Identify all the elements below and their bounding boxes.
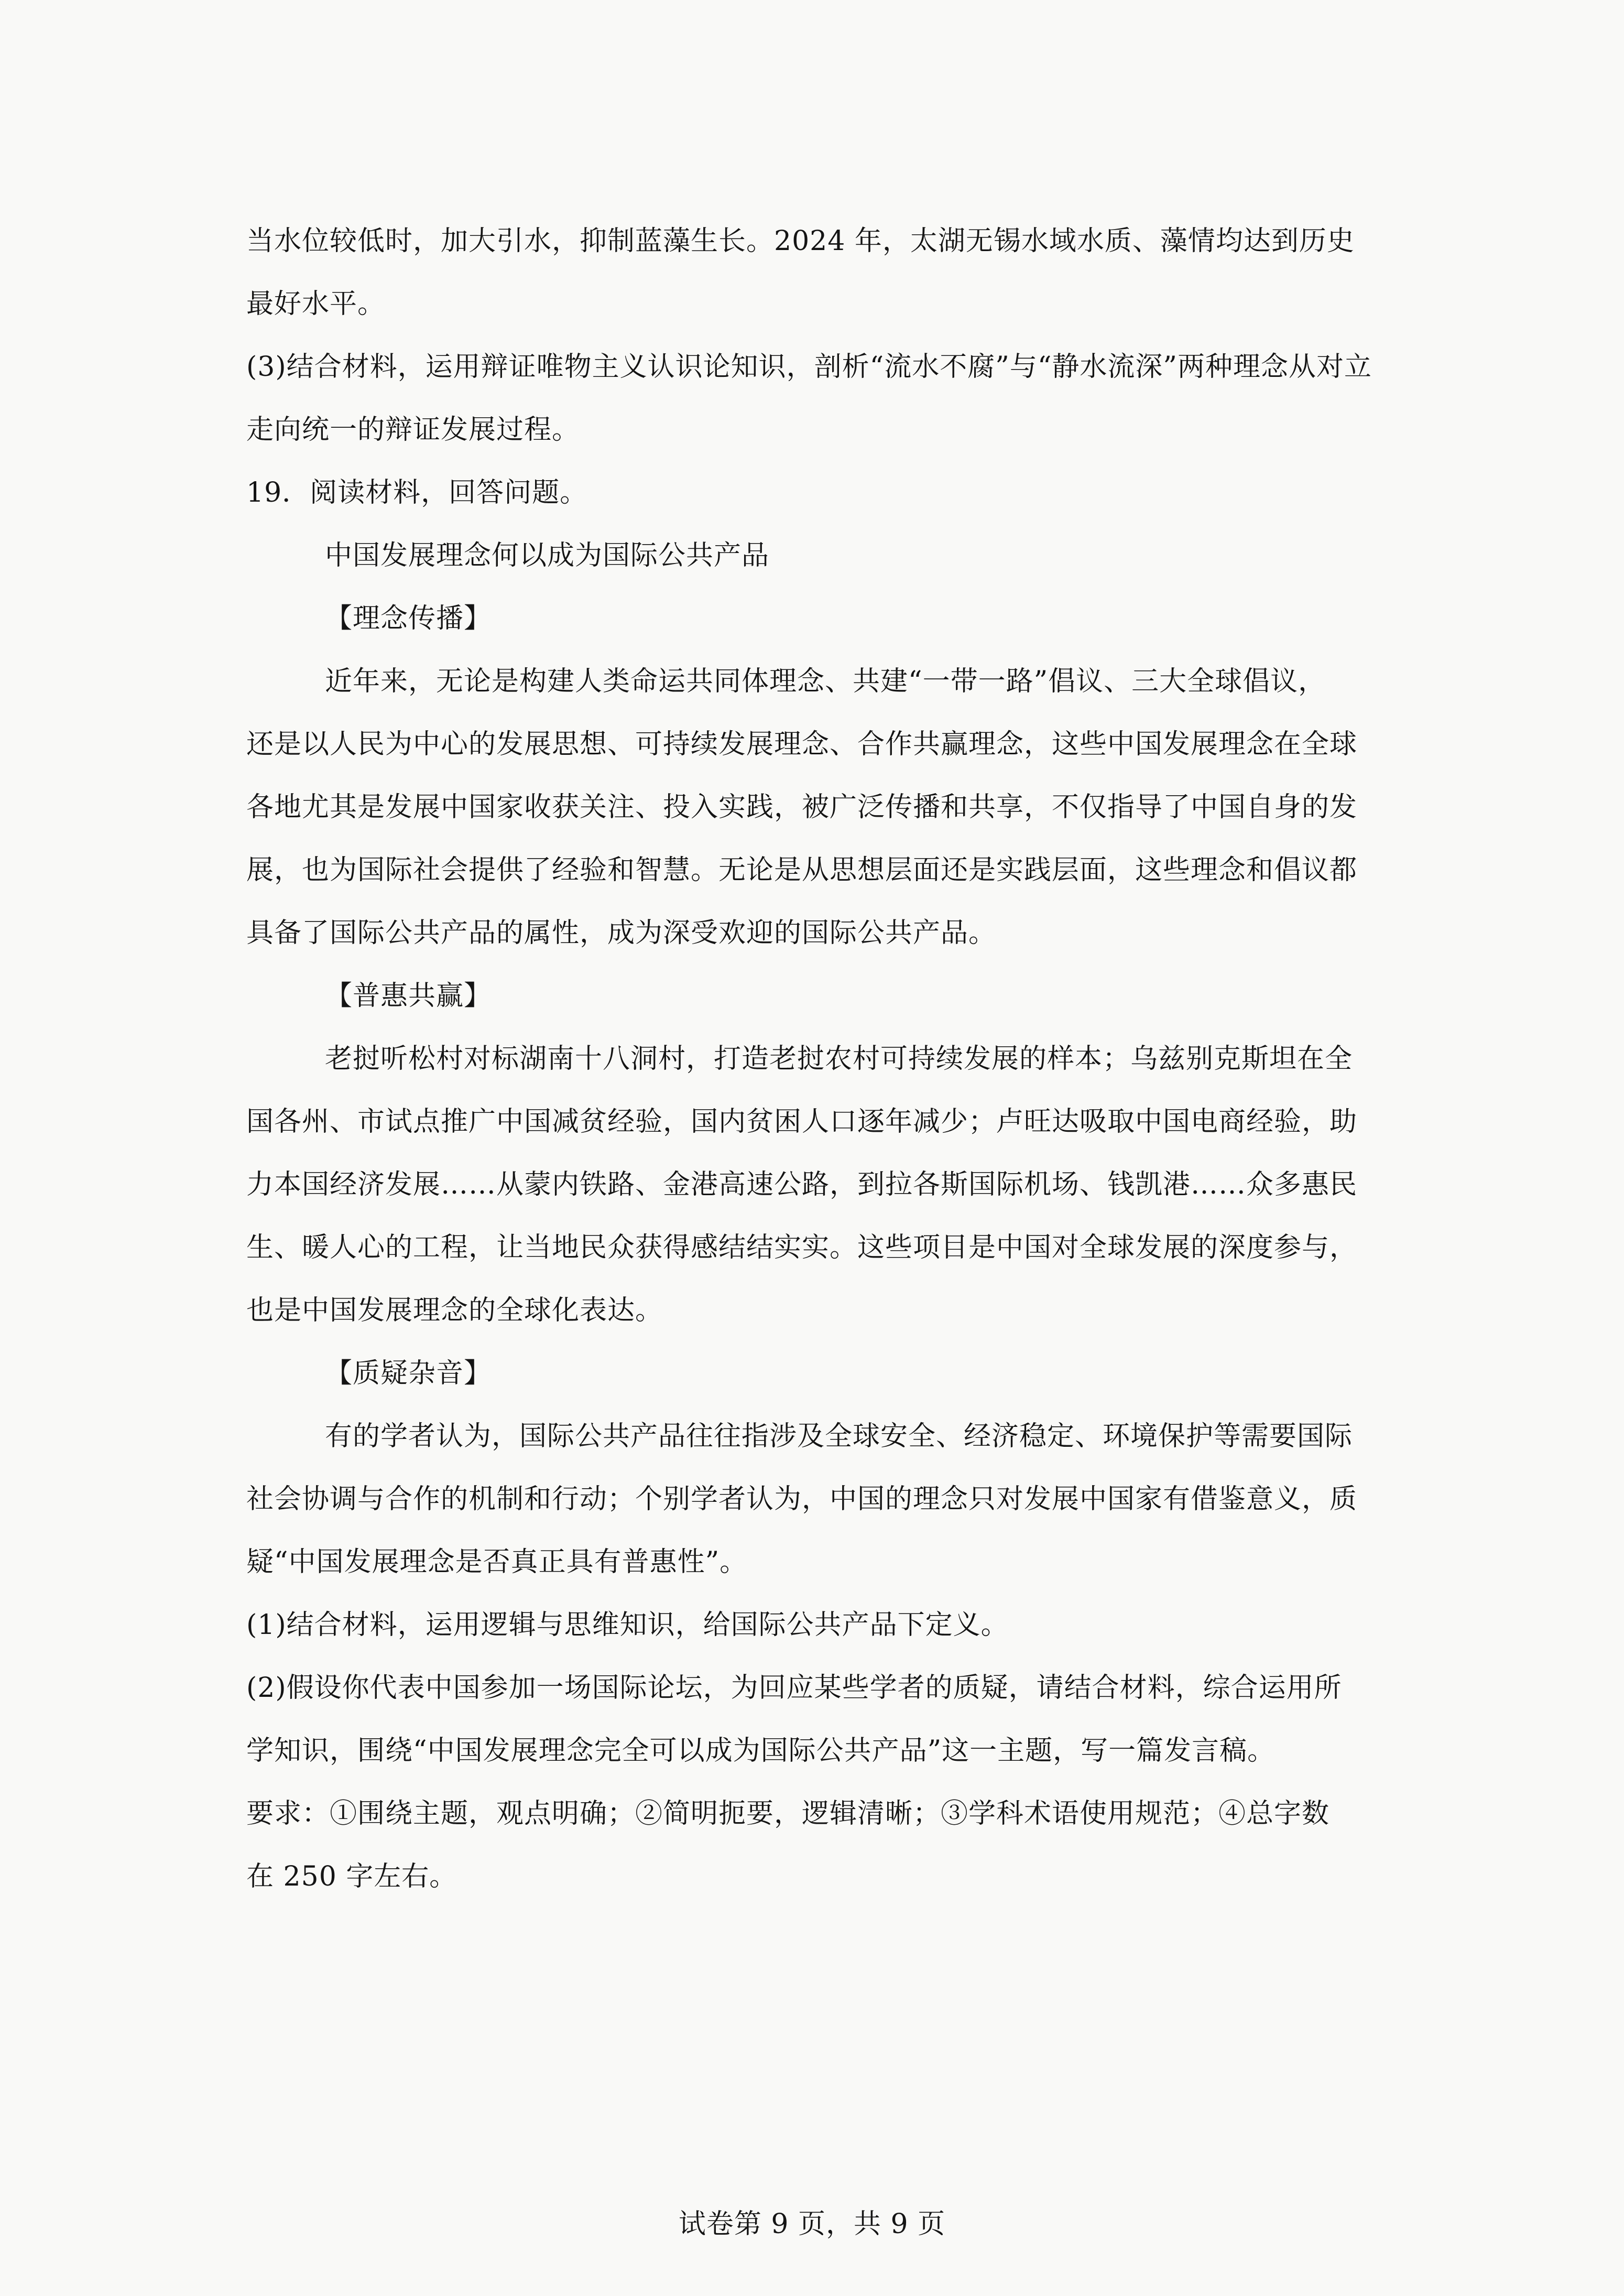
- text-line: 老挝听松村对标湖南十八洞村，打造老挝农村可持续发展的样本；乌兹别克斯坦在全: [325, 1043, 1353, 1075]
- requirements-line: 要求：①围绕主题，观点明确；②简明扼要，逻辑清晰；③学科术语使用规范；④总字数: [246, 1798, 1330, 1829]
- text-line: 也是中国发展理念的全球化表达。: [246, 1295, 663, 1326]
- text-line: 具备了国际公共产品的属性，成为深受欢迎的国际公共产品。: [246, 917, 997, 949]
- text-line: 最好水平。: [246, 288, 386, 320]
- question-3-prompt: (3)结合材料，运用辩证唯物主义认识论知识，剖析“流水不腐”与“静水流深”两种理念从对立: [246, 351, 1372, 383]
- section-heading-win-win: 【普惠共赢】: [325, 980, 492, 1012]
- text-line: 当水位较低时，加大引水，抑制蓝藻生长。2024 年，太湖无锡水域水质、藻情均达到历史: [246, 225, 1355, 257]
- text-line: 力本国经济发展……从蒙内铁路、金港高速公路，到拉各斯国际机场、钱凯港……众多惠民: [246, 1169, 1358, 1200]
- section-heading-idea-spread: 【理念传播】: [325, 603, 492, 634]
- page-content: [246, 210, 1389, 1908]
- text-line: 还是以人民为中心的发展思想、可持续发展理念、合作共赢理念，这些中国发展理念在全球: [246, 729, 1358, 760]
- text-line: 展，也为国际社会提供了经验和智慧。无论是从思想层面还是实践层面，这些理念和倡议都: [246, 854, 1358, 886]
- text-line: 社会协调与合作的机制和行动；个别学者认为，中国的理念只对发展中国家有借鉴意义，质: [246, 1483, 1358, 1515]
- text-line: 各地尤其是发展中国家收获关注、投入实践，被广泛传播和共享，不仅指导了中国自身的发: [246, 792, 1358, 823]
- text-line: 近年来，无论是构建人类命运共同体理念、共建“一带一路”倡议、三大全球倡议，: [325, 666, 1326, 697]
- question-1-prompt: (1)结合材料，运用逻辑与思维知识，给国际公共产品下定义。: [246, 1609, 1009, 1641]
- page-footer: 试卷第 9 页，共 9 页: [678, 2208, 946, 2240]
- text-line: 生、暖人心的工程，让当地民众获得感结结实实。这些项目是中国对全球发展的深度参与，: [246, 1232, 1358, 1263]
- text-line: 疑“中国发展理念是否真正具有普惠性”。: [246, 1546, 748, 1578]
- text-line: 国各州、市试点推广中国减贫经验，国内贫困人口逐年减少；卢旺达吸取中国电商经验，助: [246, 1106, 1358, 1138]
- question-2-prompt: (2)假设你代表中国参加一场国际论坛，为回应某些学者的质疑，请结合材料，综合运用所: [246, 1672, 1342, 1704]
- question-19-heading: 19．阅读材料，回答问题。: [246, 477, 588, 508]
- section-heading-doubts: 【质疑杂音】: [325, 1358, 492, 1389]
- text-line: 学知识，围绕“中国发展理念完全可以成为国际公共产品”这一主题，写一篇发言稿。: [246, 1735, 1276, 1767]
- text-line: 在 250 字左右。: [246, 1861, 457, 1892]
- text-line: 走向统一的辩证发展过程。: [246, 414, 580, 446]
- text-line: 有的学者认为，国际公共产品往往指涉及全球安全、经济稳定、环境保护等需要国际: [325, 1421, 1353, 1452]
- material-title: 中国发展理念何以成为国际公共产品: [325, 540, 770, 571]
